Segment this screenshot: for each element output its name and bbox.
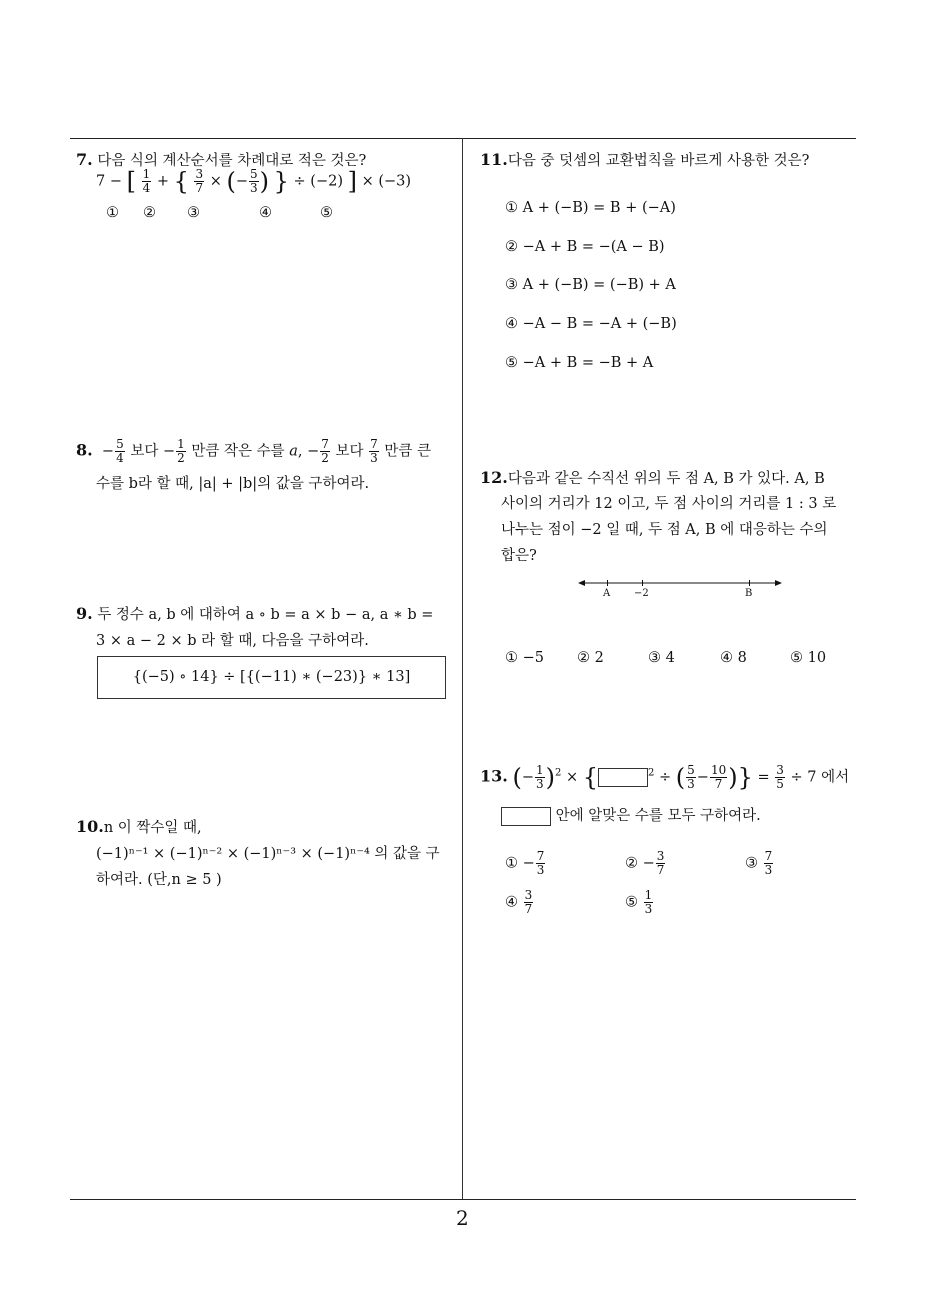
question-13-stem: 13. (− $\frac{1}{3}$ )$^2$ × { $^2$ ÷ ( $\frac{5}{3}$ − $\frac{10}{7}$ )} = $\frac{3}{5}$ ÷ 7 에서 [480,763,850,792]
choice-4[interactable]: ④ 8 [720,650,747,666]
choice-5[interactable]: ⑤ $\frac{1}{3}$ [625,888,653,916]
expr-term: × (−3) [361,173,412,190]
operator: × [209,173,222,190]
bottom-rule [70,1199,856,1200]
question-8-line2: 수를 b라 할 때, |a| + |b|의 값을 구하여라. [96,476,370,492]
choice-2[interactable]: ② 2 [577,650,604,666]
fraction: $\frac{7}{2}$ [321,437,329,465]
tick-b [749,580,750,586]
question-8-stem: 8. − $\frac{5}{4}$ 보다 − $\frac{1}{2}$ 만큼 작은 수를 a, − $\frac{7}{2}$ 보다 $\frac{7}{3}$ 만큼 큰 [76,437,432,465]
tick-a [607,580,608,586]
choice-4[interactable]: ④ $\frac{3}{7}$ [505,888,533,916]
fraction: $\frac{5}{3}$ [250,167,258,195]
question-10-stem: 10.n 이 짝수일 때, [76,817,202,836]
question-10-line2: (−1)ⁿ⁻¹ × (−1)ⁿ⁻² × (−1)ⁿ⁻³ × (−1)ⁿ⁻⁴ 의 값을 구 [96,846,440,862]
question-12-line2: 사이의 거리가 12 이고, 두 점 사이의 거리를 1 : 3 로 [501,496,837,512]
question-number: 13. [480,766,508,786]
order-mark: ① [106,205,119,221]
choice-3[interactable]: ③ $\frac{7}{3}$ [745,849,773,877]
question-13-line2: 안에 알맞은 수를 모두 구하여라. [501,804,761,826]
question-number: 9. [76,604,93,623]
expr-term: ÷ (−2) [293,173,343,190]
order-mark: ④ [259,205,272,221]
choice-1[interactable]: ① − $\frac{7}{3}$ [505,849,545,877]
tick-minus-2 [642,580,643,586]
question-text: 다음 식의 계산순서를 차례대로 적은 것은? [97,153,367,169]
expression-box [97,656,446,699]
question-7-expression: 7 − [ $\frac{1}{4}$ + { $\frac{3}{7}$ × (− $\frac{5}{3}$ ) } ÷ (−2) ] × (−3) [96,167,412,196]
answer-blank[interactable] [598,768,648,787]
choice-1[interactable]: ① −5 [505,650,544,666]
expr-term: 7 − [96,173,122,190]
choice-4[interactable]: ④ −A − B = −A + (−B) [505,316,677,332]
fraction: $\frac{5}{3}$ [687,763,695,791]
boxed-expression: {(−5) ∘ 14} ÷ [{(−11) ∗ (−23)} ∗ 13] [132,669,411,685]
choice-2[interactable]: ② −A + B = −(A − B) [505,239,665,255]
fraction: $\frac{7}{3}$ [370,437,378,465]
choice-3[interactable]: ③ A + (−B) = (−B) + A [505,277,676,293]
column-divider [462,138,463,1200]
fraction: $\frac{1}{3}$ [535,763,544,791]
fraction: $\frac{10}{7}$ [710,763,727,791]
question-7-stem [76,149,366,170]
operator: + [156,173,169,190]
question-number: 10. [76,817,104,836]
question-9-line2: 3 × a − 2 × b 라 할 때, 다음을 구하여라. [96,633,369,649]
label-a: A [603,588,611,599]
fraction: $\frac{1}{4}$ [142,167,151,195]
choice-5[interactable]: ⑤ −A + B = −B + A [505,355,654,371]
choice-1[interactable]: ① A + (−B) = B + (−A) [505,200,676,216]
order-mark: ⑤ [320,205,333,221]
choice-5[interactable]: ⑤ 10 [790,650,827,666]
question-11-stem: 11.다음 중 덧셈의 교환법칙을 바르게 사용한 것은? [480,150,810,169]
question-10-line3: 하여라. (단,n ≥ 5 ) [96,872,222,888]
question-number: 8. [76,440,93,460]
label-b: B [745,588,753,599]
fraction: $\frac{3}{7}$ [195,167,204,195]
label-minus-2: −2 [634,588,649,599]
order-mark: ③ [187,205,200,221]
choice-3[interactable]: ③ 4 [648,650,675,666]
page-number: 2 [456,1206,469,1230]
choice-2[interactable]: ② − $\frac{3}{7}$ [625,849,665,877]
question-number: 11. [480,150,508,169]
answer-blank[interactable] [501,807,551,826]
fraction: $\frac{1}{2}$ [177,437,185,465]
question-12-line4: 합은? [501,548,537,564]
fraction: $\frac{5}{4}$ [116,437,124,465]
question-12-line3: 나누는 점이 −2 일 때, 두 점 A, B 에 대응하는 수의 [501,522,828,538]
fraction: $\frac{3}{5}$ [776,763,784,791]
question-12-stem: 12.다음과 같은 수직선 위의 두 점 A, B 가 있다. A, B [480,468,825,487]
order-mark: ② [143,205,156,221]
top-rule [70,138,856,139]
question-9-stem: 9. 두 정수 a, b 에 대하여 a ∘ b = a × b − a, a ∗ b = [76,604,434,623]
question-number: 12. [480,468,508,487]
question-number: 7. [76,150,93,169]
